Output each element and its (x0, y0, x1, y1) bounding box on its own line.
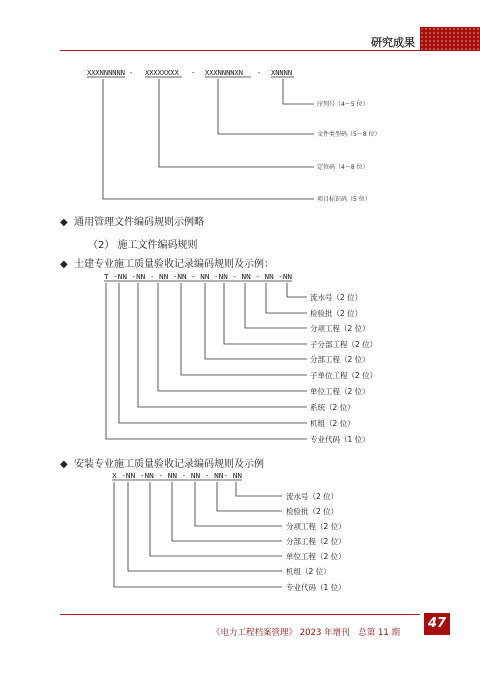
example1-sep-3: - (257, 69, 262, 77)
bullet-diamond-icon: ◆ (60, 217, 68, 228)
journal-name: 《电力工程档案管理》 (212, 628, 298, 638)
example2-label-division: 分部工程（2 位） (310, 355, 370, 364)
example1-diagram (87, 69, 381, 203)
bullet-diamond-icon: ◆ (60, 459, 68, 470)
example3-label-unit-set: 机组（2 位） (286, 567, 331, 576)
example3-label-subitem: 分项工程（2 位） (286, 522, 346, 531)
bullet-diamond-icon: ◆ (60, 259, 68, 270)
footer-citation (212, 626, 400, 638)
bullet-civil-quality-record (60, 255, 274, 270)
example1-sep-2: - (191, 69, 196, 77)
example2-label-subunit: 子单位工程（2 位） (310, 371, 378, 380)
example2-label-subdivision: 子分部工程（2 位） (310, 340, 378, 349)
example3-label-unit: 单位工程（2 位） (286, 552, 346, 561)
example1-label-type: 文件类型码（5～8 位） (317, 131, 381, 138)
section-title: 研究成果 (371, 36, 415, 49)
example2-label-system: 系统（2 位） (310, 403, 355, 412)
example2-label-unit-set: 机组（2 位） (310, 419, 355, 428)
total-issue: 总第 11 期 (358, 628, 400, 638)
example1-label-location: 定位码（4～8 位） (317, 164, 369, 171)
example1-code-type: XXXNNNNXN (205, 69, 243, 77)
example2-label-subitem: 分项工程（2 位） (310, 324, 370, 333)
example2-label-inspection-lot: 检验批（2 位） (310, 309, 363, 318)
example3-label-division: 分部工程（2 位） (286, 537, 346, 546)
bullet-installation-quality-record (60, 455, 264, 470)
subheading-construction-rules: （2） 施工文件编码规则 (88, 240, 198, 251)
example2-diagram (104, 273, 377, 444)
footer-rule (60, 614, 420, 615)
example3-label-inspection-lot: 检验批（2 位） (286, 507, 339, 516)
example2-code: T -NN -NN - NN -NN - NN -NN - NN - NN -NN (104, 273, 292, 281)
example1-code-project: XXXNNNNNN (87, 69, 125, 77)
example1-label-serial: 序列号（4～5 位） (317, 101, 369, 108)
bullet-text: 土建专业施工质量验收记录编码规则及示例： (74, 259, 274, 270)
page-number: 47 (424, 613, 450, 635)
bullet-text: 通用管理文件编码规则示例略 (74, 217, 204, 228)
example1-label-project: 项目标识码（5 位） (317, 196, 371, 203)
bullet-general-management (60, 213, 204, 228)
example3-label-serial: 流水号（2 位） (286, 492, 339, 501)
example1-code-serial: XNNNN (271, 69, 293, 77)
issue-info: 2023 年增刊 (299, 628, 350, 638)
example1-sep-1: - (129, 69, 134, 77)
example2-label-discipline: 专业代码（1 位） (310, 435, 370, 444)
example2-label-unit: 单位工程（2 位） (310, 387, 370, 396)
example1-code-location: XXXXXXXX (145, 69, 179, 77)
example3-label-discipline: 专业代码（1 位） (286, 583, 346, 592)
example3-code: X -NN -NN - NN - NN - NN- NN (112, 472, 242, 480)
bullet-text: 安装专业施工质量验收记录编码规则及示例 (74, 459, 264, 470)
example2-label-serial: 流水号（2 位） (310, 293, 363, 302)
example3-diagram (112, 472, 346, 592)
